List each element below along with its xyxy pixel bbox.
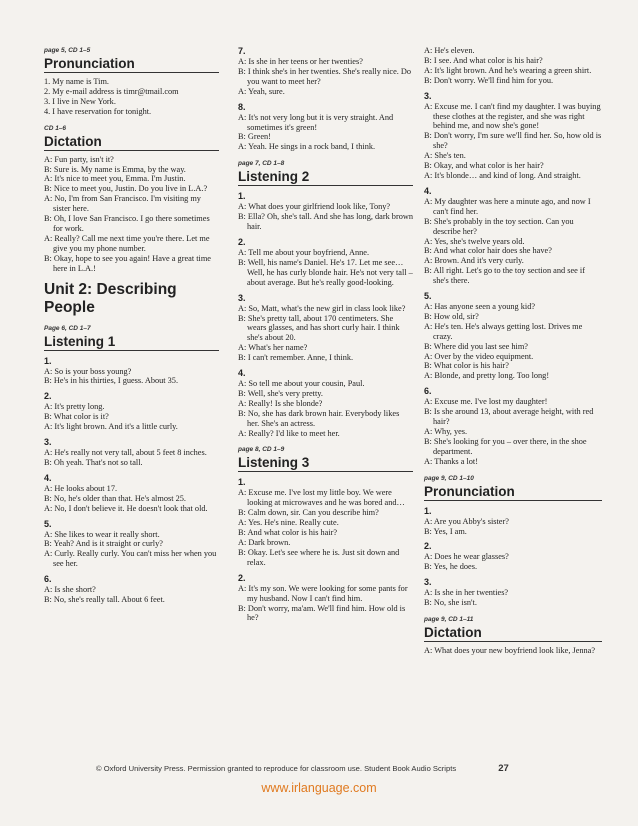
item-number: 2. [424, 541, 432, 552]
script-line: B: Well, his name's Daniel. He's 17. Let me see… Well, he has curly blonde hair. He's not very tall – about average. But he's really good-looking. [238, 257, 413, 287]
page-reference: page 8, CD 1–9 [238, 446, 285, 454]
script-line: A: Over by the video equipment. [424, 351, 534, 361]
column-2 [238, 46, 413, 623]
section-heading: Listening 1 [44, 334, 219, 351]
item-number: 5. [424, 291, 432, 302]
script-line: A: She's ten. [424, 151, 466, 161]
script-line: A: Are you Abby's sister? [424, 516, 509, 526]
item-number: 2. [44, 391, 52, 402]
script-line: B: He's in his thirties, I guess. About 35. [44, 376, 179, 386]
column-3 [424, 46, 602, 656]
item-number: 3. [424, 90, 432, 101]
script-line: A: Excuse me. I've lost my daughter! [424, 397, 548, 407]
script-line: A: Fun party, isn't it? [44, 154, 114, 164]
script-line: B: What color is his hair? [424, 361, 509, 371]
script-line: A: Is she in her twenties? [424, 588, 509, 598]
item-number: 1. [424, 505, 432, 516]
script-line: B: And what color hair does she have? [424, 246, 552, 256]
item-number: 8. [238, 101, 246, 112]
item-number: 3. [238, 292, 246, 303]
script-line: A: He's really not very tall, about 5 feet 8 inches. [44, 448, 207, 458]
list-item: 4. I have reservation for tonight. [44, 106, 152, 116]
item-number: 1. [238, 191, 246, 202]
script-line: B: Don't worry, I'm sure we'll find her. So, how old is she? [424, 131, 602, 151]
script-line: B: Calm down, sir. Can you describe him? [238, 508, 379, 518]
script-line: A: Has anyone seen a young kid? [424, 302, 536, 312]
script-line: B: Ella? Oh, she's tall. And she has long, dark brown hair. [238, 212, 414, 232]
item-number: 1. [44, 355, 52, 366]
script-line: B: She's looking for you – over there, in the shoe department. [424, 436, 587, 456]
script-line: A: He looks about 17. [44, 483, 118, 493]
script-line: A: Yes, she's twelve years old. [424, 236, 525, 246]
script-line: B: I think she's in her twenties. She's really nice. Do you want to meet her? [238, 66, 412, 86]
script-line: B: Sure is. My name is Emma, by the way. [44, 164, 186, 174]
script-line: B: No, she's really tall. About 6 feet. [44, 595, 165, 605]
pronunciation-list [44, 77, 219, 117]
script-line: A: What does your girlfriend look like, Tony? [238, 202, 391, 212]
item-number: 3. [424, 577, 432, 588]
item-number: 3. [44, 437, 52, 448]
page-reference: page 7, CD 1–8 [238, 160, 285, 168]
item-number: 6. [44, 574, 52, 585]
page-number: 27 [498, 763, 509, 774]
script-line: A: Excuse me. I've lost my little boy. We were looking at microwaves and he was bored and… [238, 488, 405, 508]
script-line: B: No, he's older than that. He's almost 25. [44, 493, 186, 503]
script-line: B: I see. And what color is his hair? [424, 55, 543, 65]
script-line: A: Really! Is she blonde? [238, 398, 323, 408]
script-line: B: No, she has dark brown hair. Everybody likes her. She's an actress. [238, 408, 400, 428]
script-line: B: I can't remember. Anne, I think. [238, 353, 354, 363]
script-line: A: She likes to wear it really short. [44, 529, 160, 539]
script-line: A: It's blonde… and kind of long. And straight. [424, 170, 581, 180]
script-line: A: Brown. And it's very curly. [424, 256, 524, 266]
script-line: A: Is she in her teens or her twenties? [238, 57, 363, 66]
script-line: A: Does he wear glasses? [424, 552, 509, 562]
script-line: A: So tell me about your cousin, Paul. [238, 379, 365, 389]
script-line: B: And what color is his hair? [238, 528, 338, 538]
item-number: 1. [238, 477, 246, 488]
list-item: 1. My name is Tim. [44, 77, 110, 86]
script-line: A: Is she short? [44, 585, 96, 595]
script-line: A: Blonde, and pretty long. Too long! [424, 371, 550, 381]
script-line: B: Oh yeah. That's not so tall. [44, 457, 143, 467]
script-line: B: Where did you last see him? [424, 341, 528, 351]
page-reference: page 9, CD 1–10 [424, 474, 474, 482]
script-line: A: What does your new boyfriend look like, Jenna? [424, 646, 596, 656]
script-line: A: Yeah, sure. [238, 86, 285, 96]
page-footer [96, 763, 509, 774]
script-line: A: No, I don't believe it. He doesn't look that old. [44, 503, 208, 513]
section-heading: Listening 2 [238, 169, 413, 186]
unit-title-line: Unit 2: Describing [44, 280, 177, 298]
script-line: A: So is your boss young? [44, 366, 132, 376]
script-line: A: Why, yes. [424, 427, 468, 436]
list-item: 3. I live in New York. [44, 96, 116, 106]
watermark-url: www.irlanguage.com [261, 781, 377, 795]
item-number: 5. [44, 518, 52, 529]
script-line: B: All right. Let's go to the toy section and see if she's there. [424, 266, 585, 286]
section-heading: Dictation [44, 134, 219, 151]
unit-title-line: People [44, 298, 95, 316]
script-line: A: It's pretty long. [44, 402, 105, 412]
item-number: 2. [238, 236, 246, 247]
item-number: 4. [44, 472, 52, 483]
script-line: B: She's probably in the toy section. Can you describe her? [424, 216, 574, 236]
script-line: A: It's my son. We were looking for some pants for my husband. Now I can't find him. [238, 583, 408, 603]
item-number: 4. [238, 368, 246, 379]
script-line: B: Yes, he does. [424, 562, 478, 572]
script-line: A: So, Matt, what's the new girl in class look like? [238, 303, 406, 313]
script-line: A: No, I'm from San Francisco. I'm visiting my sister here. [44, 194, 201, 214]
script-line: B: No, she isn't. [424, 598, 477, 608]
script-line: A: Yeah. He sings in a rock band, I think. [238, 142, 376, 152]
item-number: 4. [424, 185, 432, 196]
script-line: B: Don't worry, ma'am. We'll find him. How old is he? [238, 603, 406, 623]
script-line: B: How old, sir? [424, 311, 479, 321]
script-line: A: Excuse me. I can't find my daughter. I was buying these clothes at the register, and she was right behind me, and now she's gone! [424, 101, 601, 131]
script-line: A: He's ten. He's always getting lost. Drives me crazy. [424, 321, 583, 341]
script-line: A: Curly. Really curly. You can't miss her when you see her. [44, 549, 217, 569]
section-heading: Dictation [424, 625, 602, 642]
section-heading: Pronunciation [424, 484, 602, 501]
script-line: A: It's not very long but it is very straight. And sometimes it's green! [238, 112, 394, 132]
script-line: B: Yeah? And is it straight or curly? [44, 539, 163, 549]
page-reference: CD 1–6 [44, 124, 67, 132]
script-line: B: Oh, I love San Francisco. I go there sometimes for work. [44, 214, 210, 233]
unit-title [44, 281, 219, 317]
script-line: A: Really? I'd like to meet her. [238, 428, 340, 438]
script-line: A: Tell me about your boyfriend, Anne. [238, 247, 370, 257]
script-line: B: Okay, and what color is her hair? [424, 161, 544, 171]
script-line: B: Okay. Let's see where he is. Just sit down and relax. [238, 547, 400, 567]
script-line: A: Thanks a lot! [424, 456, 478, 466]
script-line: B: She's pretty tall, about 170 centimeters. She wears glasses, and has short curly hair. I think she's about 20. [238, 313, 400, 343]
dictation-script [44, 155, 219, 274]
script-line: A: My daughter was here a minute ago, and now I can't find her. [424, 196, 591, 216]
script-line: A: Yes. He's nine. Really cute. [238, 518, 339, 528]
script-line: B: Don't worry. We'll find him for you. [424, 75, 554, 85]
item-number: 7. [238, 46, 246, 56]
column-1 [44, 46, 219, 605]
script-line: B: Yes, I am. [424, 526, 467, 536]
script-line: A: He's eleven. [424, 46, 475, 55]
list-item: 2. My e-mail address is timr@tmail.com [44, 86, 179, 96]
script-line: B: Nice to meet you, Justin. Do you live in L.A.? [44, 184, 208, 194]
script-line: B: Well, she's very pretty. [238, 388, 323, 398]
script-line: B: Green! [238, 132, 271, 142]
script-line: A: It's nice to meet you, Emma. I'm Justin. [44, 174, 186, 184]
script-line: A: What's her name? [238, 343, 308, 353]
page-reference: page 9, CD 1–11 [424, 616, 474, 624]
item-number: 6. [424, 386, 432, 397]
script-line: A: Really? Call me next time you're there. Let me give you my phone number. [44, 233, 210, 253]
script-line: A: Dark brown. [238, 538, 291, 547]
page-reference: Page 6, CD 1–7 [44, 324, 91, 332]
script-line: B: Okay, hope to see you again! Have a great time here in L.A.! [44, 253, 211, 273]
script-line: B: Is she around 13, about average height, with red hair? [424, 407, 594, 427]
section-heading: Pronunciation [44, 56, 219, 73]
script-line: A: It's light brown. And he's wearing a green shirt. [424, 65, 592, 75]
copyright-text: © Oxford University Press. Permission granted to reproduce for classroom use. Student Book Audio Scripts [96, 764, 457, 773]
script-line: A: It's light brown. And it's a little curly. [44, 422, 178, 432]
item-number: 2. [238, 572, 246, 583]
page-reference: page 5, CD 1–5 [44, 47, 91, 54]
section-heading: Listening 3 [238, 455, 413, 472]
script-line: B: What color is it? [44, 412, 109, 422]
